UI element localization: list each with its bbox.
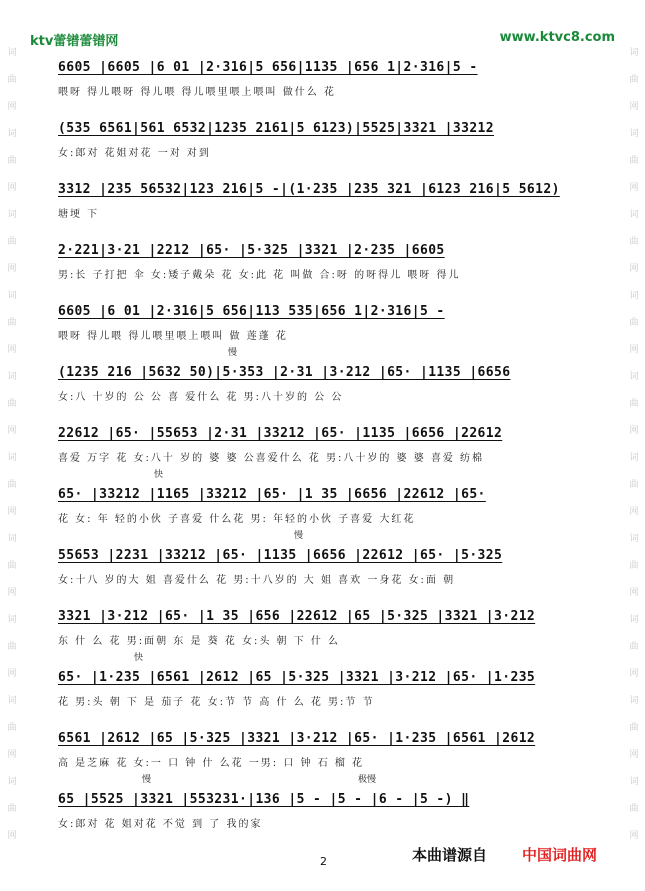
tempo-mark: 慢 (228, 348, 238, 358)
watermark-char: 词 (7, 210, 17, 220)
notation-row: 2·221|3·21 |2212 |65· |5·325 |3321 |2·235 |6605 (58, 243, 445, 258)
watermark-char: 网 (7, 183, 17, 193)
side-watermark-left (5, 40, 19, 850)
watermark-char: 词 (7, 696, 17, 706)
watermark-char: 词 (629, 453, 639, 463)
notation-row: 3321 |3·212 |65· |1 35 |656 |22612 |65 |5·325 |3321 |3·212 (58, 609, 536, 624)
tempo-mark: 极慢 (358, 775, 377, 785)
watermark-char: 词 (629, 777, 639, 787)
watermark-char: 词 (629, 48, 639, 58)
score-line (58, 113, 598, 174)
tempo-mark: 快 (154, 470, 164, 480)
watermark-char: 词 (7, 291, 17, 301)
watermark-char: 网 (629, 750, 639, 760)
lyric-row: 女:郎对 花 姐对花 不觉 到 了 我的家 (58, 819, 263, 830)
watermark-char: 网 (7, 588, 17, 598)
watermark-char: 曲 (629, 75, 639, 85)
watermark-char: 曲 (7, 75, 17, 85)
watermark-char: 曲 (7, 399, 17, 409)
notation-row: 6605 |6 01 |2·316|5 656|113 535|656 1|2·316|5 - (58, 304, 445, 319)
watermark-char: 曲 (7, 723, 17, 733)
watermark-char: 词 (7, 453, 17, 463)
watermark-char: 网 (629, 345, 639, 355)
score-line (58, 348, 598, 418)
watermark-char: 曲 (629, 156, 639, 166)
watermark-char: 曲 (7, 642, 17, 652)
watermark-char: 曲 (629, 318, 639, 328)
watermark-char: 词 (7, 48, 17, 58)
notation-row: 6605 |6605 |6 01 |2·316|5 656|1135 |656 1|2·316|5 - (58, 60, 478, 75)
watermark-char: 网 (629, 507, 639, 517)
score-line (58, 174, 598, 235)
watermark-char: 词 (7, 372, 17, 382)
lyric-row: 花 男:头 朝 下 是 茄子 花 女:节 节 高 什 么 花 男:节 节 (58, 697, 375, 708)
notation-row: 65 |5525 |3321 |553231·|136 |5 - |5 - |6 - |5 -) ‖ (58, 792, 470, 807)
tempo-mark: 快 (134, 653, 144, 663)
score-line (58, 531, 598, 601)
watermark-char: 网 (7, 831, 17, 841)
watermark-char: 词 (7, 534, 17, 544)
watermark-char: 曲 (7, 561, 17, 571)
watermark-char: 网 (7, 669, 17, 679)
watermark-char: 词 (7, 129, 17, 139)
tempo-mark: 慢 (294, 531, 304, 541)
watermark-char: 网 (7, 345, 17, 355)
notation-row: 6561 |2612 |65 |5·325 |3321 |3·212 |65· |1·235 |6561 |2612 (58, 731, 536, 746)
notation-row: 3312 |235 56532|123 216|5 -|(1·235 |235 321 |6123 216|5 5612) (58, 182, 560, 197)
watermark-char: 曲 (629, 480, 639, 490)
score-line (58, 775, 598, 845)
watermark-char: 网 (7, 264, 17, 274)
lyric-row: 喜爱 万字 花 女:八十 岁的 婆 婆 公喜爱什么 花 男:八十岁的 婆 婆 喜爱 纺棉 (58, 453, 485, 464)
notation-row: 65· |1·235 |6561 |2612 |65 |5·325 |3321 |3·212 |65· |1·235 (58, 670, 536, 685)
watermark-char: 词 (629, 615, 639, 625)
notation-row: (1235 216 |5632 50)|5·353 |2·31 |3·212 |65· |1135 |6656 (58, 365, 511, 380)
watermark-char: 曲 (7, 480, 17, 490)
watermark-char: 网 (7, 750, 17, 760)
watermark-char: 网 (629, 669, 639, 679)
watermark-char: 词 (629, 129, 639, 139)
watermark-char: 曲 (7, 156, 17, 166)
header-right-site: www.ktvc8.com (499, 30, 615, 45)
watermark-char: 曲 (629, 399, 639, 409)
watermark-char: 词 (7, 615, 17, 625)
watermark-char: 网 (629, 588, 639, 598)
watermark-char: 词 (629, 210, 639, 220)
watermark-char: 网 (629, 426, 639, 436)
lyric-row: 女:八 十岁的 公 公 喜 爱什么 花 男:八十岁的 公 公 (58, 392, 344, 403)
page-number: 2 (320, 855, 327, 868)
notation-row: 65· |33212 |1165 |33212 |65· |1 35 |6656 |22612 |65· (58, 487, 486, 502)
watermark-char: 网 (7, 426, 17, 436)
lyric-row: 塘埂 下 (58, 209, 100, 220)
watermark-char: 网 (7, 102, 17, 112)
score-line (58, 235, 598, 296)
notation-row: 55653 |2231 |33212 |65· |1135 |6656 |22612 |65· |5·325 (58, 548, 503, 563)
notation-row: 22612 |65· |55653 |2·31 |33212 |65· |1135 |6656 |22612 (58, 426, 503, 441)
score-line (58, 653, 598, 723)
score-line (58, 418, 598, 479)
watermark-char: 曲 (7, 804, 17, 814)
watermark-char: 词 (629, 534, 639, 544)
lyric-row: 东 什 么 花 男:面朝 东 是 葵 花 女:头 朝 下 什 么 (58, 636, 341, 647)
watermark-char: 网 (7, 507, 17, 517)
side-watermark-right (627, 40, 641, 850)
watermark-char: 曲 (629, 804, 639, 814)
score-line (58, 52, 598, 113)
watermark-char: 词 (629, 372, 639, 382)
watermark-char: 曲 (7, 237, 17, 247)
watermark-char: 网 (629, 102, 639, 112)
score-line (58, 296, 598, 357)
watermark-char: 曲 (7, 318, 17, 328)
watermark-char: 网 (629, 831, 639, 841)
score-lines (58, 52, 598, 845)
lyric-row: 女:郎对 花姐对花 一对 对到 (58, 148, 211, 159)
notation-row: (535 6561|561 6532|1235 2161|5 6123)|5525|3321 |33212 (58, 121, 495, 136)
score-line (58, 470, 598, 540)
lyric-row: 喂呀 得儿喂 得儿喂里喂上喂叫 做 莲蓬 花 (58, 331, 288, 342)
header-left-site: ktv蕾镨蕾镨网 (30, 34, 119, 49)
source-label: 本曲谱源自 (412, 846, 488, 864)
watermark-char: 曲 (629, 561, 639, 571)
watermark-char: 曲 (629, 642, 639, 652)
watermark-char: 网 (629, 183, 639, 193)
lyric-row: 男:长 子打把 伞 女:矮子戴朵 花 女:此 花 叫做 合:呀 的呀得儿 喂呀 得儿 (58, 270, 461, 281)
watermark-char: 词 (629, 696, 639, 706)
tempo-mark: 慢 (142, 775, 152, 785)
watermark-char: 网 (629, 264, 639, 274)
watermark-char: 曲 (629, 237, 639, 247)
watermark-char: 词 (629, 291, 639, 301)
watermark-char: 词 (7, 777, 17, 787)
watermark-char: 曲 (629, 723, 639, 733)
source-brand: 中国词曲网 (522, 846, 598, 864)
score-line (58, 723, 598, 784)
lyric-row: 高 是芝麻 花 女:一 口 钟 什 么花 一男: 口 钟 石 榴 花 (58, 758, 365, 769)
lyric-row: 花 女: 年 轻的小伙 子喜爱 什么花 男: 年轻的小伙 子喜爱 大红花 (58, 514, 416, 525)
lyric-row: 女:十八 岁的大 姐 喜爱什么 花 男:十八岁的 大 姐 喜欢 一身花 女:面 朝 (58, 575, 456, 586)
lyric-row: 喂呀 得儿喂呀 得儿喂 得儿喂里喂上喂叫 做什么 花 (58, 87, 336, 98)
